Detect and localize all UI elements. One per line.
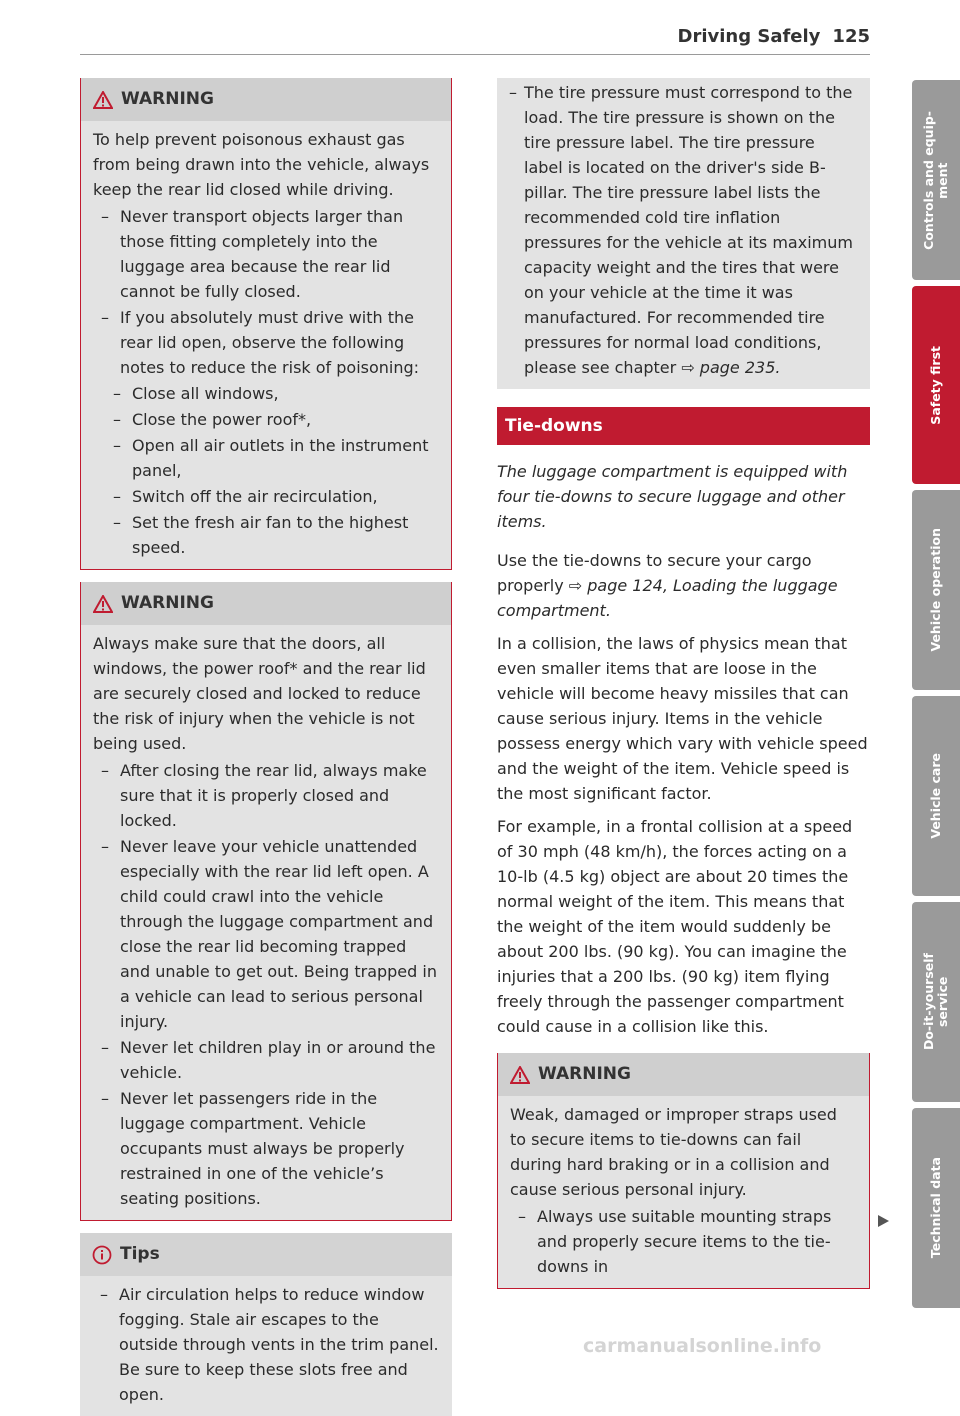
list-subitem: – Open all air outlets in the instrument panel, bbox=[93, 433, 439, 483]
list-item: – The tire pressure must correspond to the load. The tire pressure is shown on the tire pressure label. The tire pressure label is located on the driver's side B-pillar. The tire pressure label lists the recommended cold tire inflation pressures for the vehicle at its maximum capacity weight and the tires that were on your vehicle at the time it was manufactured. For recommended tire pressures for normal load conditions, please see chapter ⇨ page 235. bbox=[509, 80, 858, 380]
tab-do-it-yourself-service[interactable]: Do-it-yourself service bbox=[912, 902, 960, 1102]
section-title: Driving Safely bbox=[677, 26, 821, 47]
warning-box bbox=[80, 582, 452, 1221]
list-item: – Never transport objects larger than those fitting completely into the luggage area because the rear lid cannot be fully closed. bbox=[93, 204, 439, 304]
list-item: – Air circulation helps to reduce window fogging. Stale air escapes to the outside through vents in the trim panel. Be sure to keep these slots free and open. bbox=[92, 1282, 440, 1407]
list-subitem: – Switch off the air recirculation, bbox=[93, 484, 439, 509]
page-header bbox=[80, 24, 870, 55]
warning-intro: Weak, damaged or improper straps used to secure items to tie-downs can fail during hard braking or in a collision and cause serious personal injury. bbox=[510, 1105, 837, 1199]
warning-triangle-icon bbox=[510, 1066, 530, 1084]
left-column bbox=[80, 78, 452, 1416]
warning-triangle-icon bbox=[93, 91, 113, 109]
tab-vehicle-care[interactable]: Vehicle care bbox=[912, 696, 960, 896]
paragraph: Use the tie-downs to secure your cargo properly ⇨ page 124, Loading the luggage compartment. bbox=[497, 551, 838, 620]
tab-technical-data[interactable]: Technical data bbox=[912, 1108, 960, 1308]
warning-intro: To help prevent poisonous exhaust gas from being drawn into the vehicle, always keep the rear lid closed while driving. bbox=[93, 130, 430, 199]
list-subitem: – Close all windows, bbox=[93, 381, 439, 406]
watermark: carmanualsonline.info bbox=[583, 1335, 822, 1357]
list-item: – Never leave your vehicle unattended especially with the rear lid left open. A child could crawl into the vehicle through the luggage compartment and close the rear lid becoming trapped and unable to get out. Being trapped in a vehicle can lead to serious personal injury. bbox=[93, 834, 439, 1034]
right-column bbox=[497, 78, 870, 1301]
warning-box bbox=[497, 1053, 870, 1289]
paragraph: In a collision, the laws of physics mean that even smaller items that are loose in the vehicle will become heavy missiles that can cause serious injury. Items in the vehicle possess energy which vary with vehicle speed and the weight of the item. Vehicle speed is the most significant factor. bbox=[497, 634, 868, 803]
warning-title: WARNING bbox=[121, 593, 214, 613]
warning-box bbox=[80, 78, 452, 570]
info-icon bbox=[92, 1245, 112, 1265]
tab-controls-and-equipment[interactable]: Controls and equip- ment bbox=[912, 80, 960, 280]
list-item: – If you absolutely must drive with the rear lid open, observe the following notes to reduce the risk of poisoning: bbox=[93, 305, 439, 380]
list-item: – Always use suitable mounting straps and properly secure items to the tie-downs in bbox=[510, 1204, 857, 1279]
chapter-tabs bbox=[912, 80, 960, 1314]
tips-box bbox=[80, 1233, 452, 1416]
list-item: – Never let children play in or around the vehicle. bbox=[93, 1035, 439, 1085]
tab-vehicle-operation[interactable]: Vehicle operation bbox=[912, 490, 960, 690]
tips-title: Tips bbox=[120, 1244, 160, 1264]
warning-title: WARNING bbox=[538, 1064, 631, 1084]
list-item: – Never let passengers ride in the luggage compartment. Vehicle occupants must always be properly restrained in one of the vehicle’s seating positions. bbox=[93, 1086, 439, 1211]
page-reference-link[interactable]: ⇨ page 124, Loading the luggage compartment. bbox=[497, 576, 838, 620]
list-subitem: – Set the fresh air fan to the highest speed. bbox=[93, 510, 439, 560]
continue-arrow-icon bbox=[878, 1215, 889, 1227]
section-heading: Tie-downs bbox=[497, 407, 870, 445]
tab-safety-first[interactable]: Safety first bbox=[912, 286, 960, 484]
page-number: 125 bbox=[832, 26, 870, 47]
paragraph: For example, in a frontal collision at a speed of 30 mph (48 km/h), the forces acting on a 10-lb (4.5 kg) object are about 20 times the normal weight of the item. This means that the weight of the item would suddenly be about 200 lbs. (90 kg). You can imagine the injuries that a 200 lbs. (90 kg) item flying freely through the passenger compartment could cause in a collision like this. bbox=[497, 817, 853, 1036]
warning-intro: Always make sure that the doors, all windows, the power roof* and the rear lid are securely closed and locked to reduce the risk of injury when the vehicle is not being used. bbox=[93, 634, 426, 753]
section-intro: The luggage compartment is equipped with four tie-downs to secure luggage and other items. bbox=[497, 462, 848, 531]
warning-title: WARNING bbox=[121, 89, 214, 109]
continued-box bbox=[497, 78, 870, 389]
page-reference-link[interactable]: ⇨ page 235. bbox=[681, 358, 781, 377]
warning-triangle-icon bbox=[93, 595, 113, 613]
list-subitem: – Close the power roof*, bbox=[93, 407, 439, 432]
list-item: – After closing the rear lid, always make sure that it is properly closed and locked. bbox=[93, 758, 439, 833]
